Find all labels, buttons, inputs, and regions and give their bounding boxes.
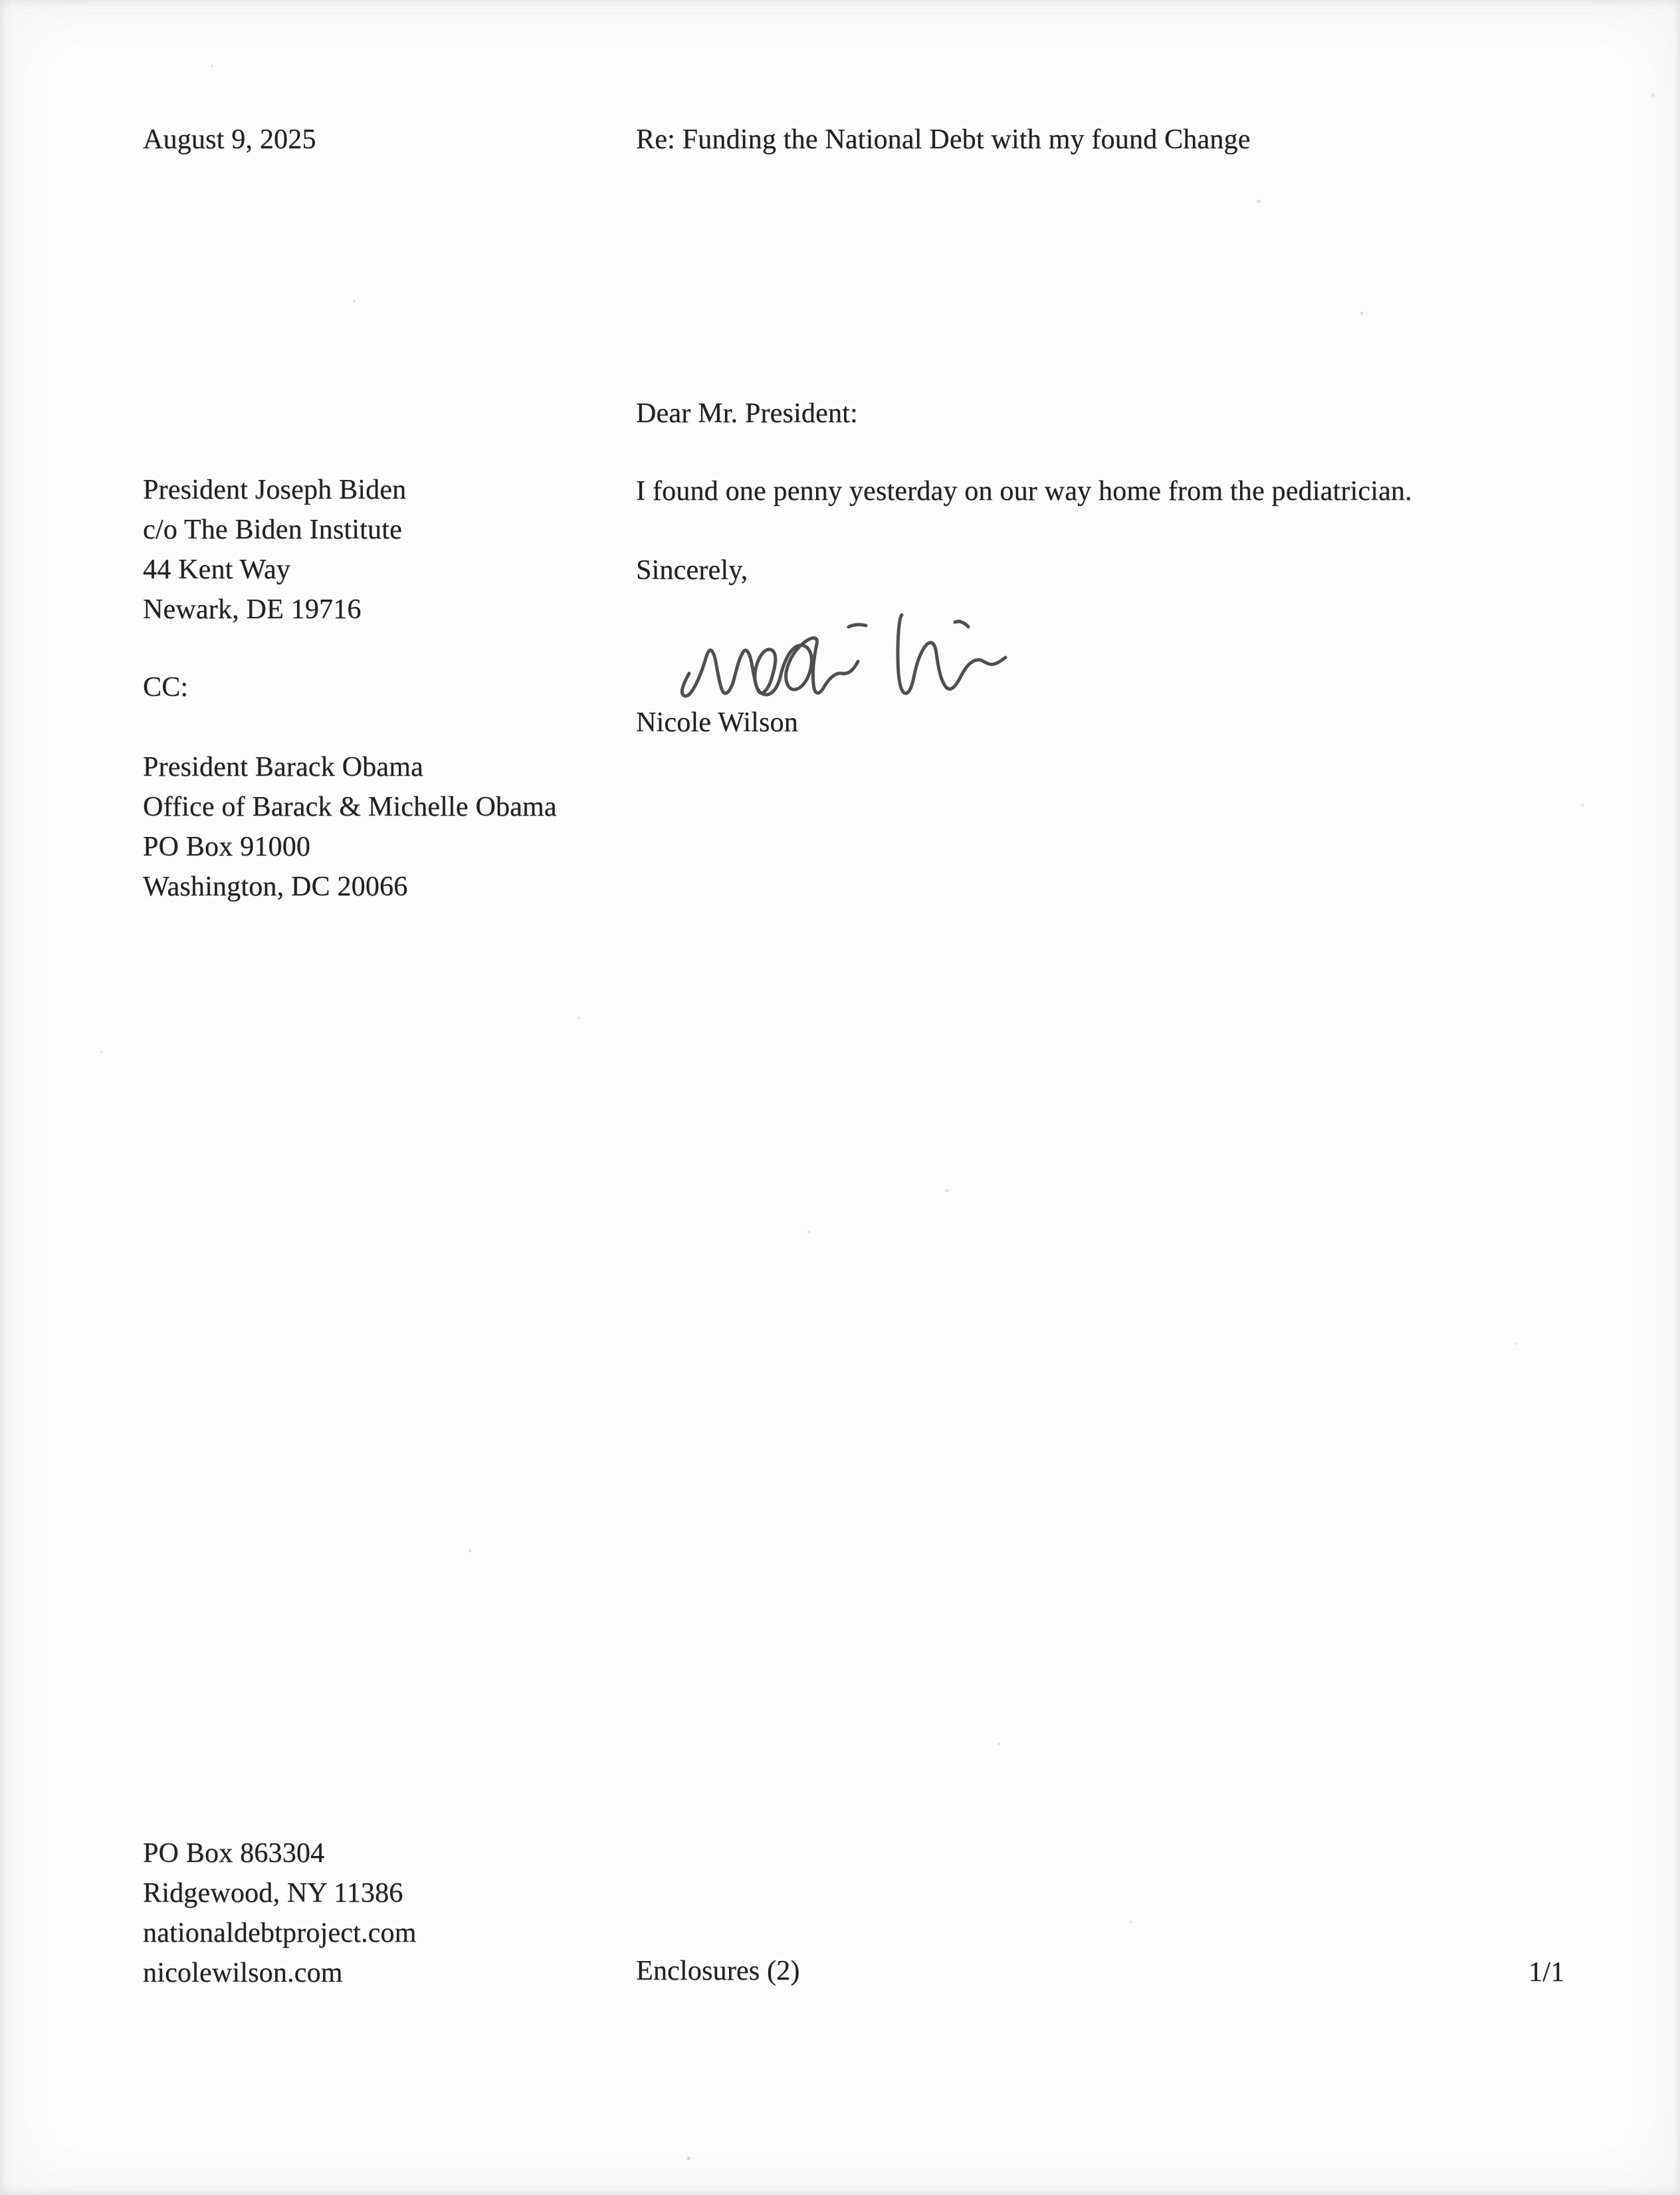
- sender-line: nationaldebtproject.com: [143, 1918, 417, 1948]
- recipient-line: 44 Kent Way: [143, 554, 291, 585]
- signature-accent-tick: [955, 622, 968, 627]
- sender-line: nicolewilson.com: [143, 1958, 343, 1988]
- cc-address-block: [143, 747, 557, 907]
- recipient-line: c/o The Biden Institute: [143, 515, 402, 545]
- sender-line: PO Box 863304: [143, 1838, 325, 1869]
- cc-label: CC:: [143, 672, 189, 703]
- page-number: 1/1: [1528, 1957, 1565, 1988]
- signature-scribble: [682, 638, 858, 696]
- signature-tall-stroke: [898, 615, 1005, 693]
- letter-subject: Re: Funding the National Debt with my found Change: [636, 124, 1251, 155]
- body-paragraph: I found one penny yesterday on our way home from the pediatrician.: [636, 476, 1412, 507]
- closing: Sincerely,: [636, 555, 748, 586]
- cc-line: Washington, DC 20066: [143, 871, 408, 902]
- letter-date: August 9, 2025: [143, 124, 316, 155]
- handwritten-signature: [668, 595, 1013, 708]
- recipient-line: President Joseph Biden: [143, 475, 407, 505]
- enclosures-note: Enclosures (2): [636, 1956, 800, 1986]
- sender-address-block: [143, 1833, 417, 1993]
- recipient-address-block: [143, 470, 406, 630]
- sender-line: Ridgewood, NY 11386: [143, 1878, 403, 1908]
- cc-line: Office of Barack & Michelle Obama: [143, 792, 557, 822]
- cc-line: President Barack Obama: [143, 752, 423, 782]
- scan-speckles: [0, 0, 1, 1]
- signature-i-dash: [849, 625, 866, 627]
- signer-name: Nicole Wilson: [636, 707, 798, 738]
- cc-line: PO Box 91000: [143, 832, 311, 862]
- salutation: Dear Mr. President:: [636, 398, 858, 429]
- recipient-line: Newark, DE 19716: [143, 594, 362, 625]
